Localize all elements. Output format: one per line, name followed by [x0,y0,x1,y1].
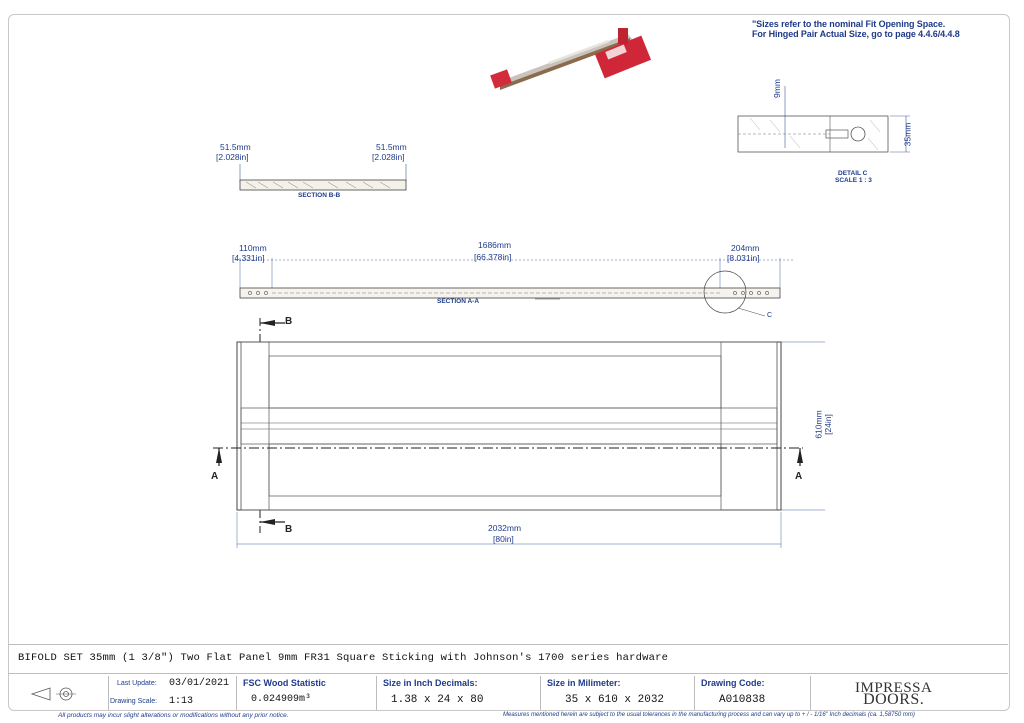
section-marker-b-top: B [285,316,293,327]
drawing-scale-label: Drawing Scale: [110,698,158,705]
section-bb-right-in: [2.028in] [372,152,405,162]
size-note-line1: "Sizes refer to the nominal Fit Opening Space. [752,19,946,29]
size-note [752,19,960,39]
elevation-width-mm: 2032mm [488,523,522,533]
title-block-code [694,676,811,710]
section-bb-right-mm: 51.5mm [376,142,407,152]
section-aa-left-in: [4.331in] [232,253,265,263]
title-block-inch [376,676,541,710]
logo-line2: DOORS. [863,691,925,708]
drawing-title-bar [8,644,1008,674]
section-marker-b-bottom: B [285,524,293,535]
elevation-width-in: [80in] [493,534,514,544]
logo-line1: IMPRESSA [855,680,933,696]
section-aa-drawing [230,258,800,320]
mm-size-value: 35 x 610 x 2032 [565,694,665,706]
drawing-code-label: Drawing Code: [701,678,765,688]
section-marker-a-right: A [795,471,803,482]
inch-size-label: Size in Inch Decimals: [383,678,478,688]
section-aa-mid-mm: 1686mm [478,240,512,250]
size-note-line2: For Hinged Pair Actual Size, go to page 4.4.6/4.4.8 [752,29,960,39]
footer-disclaimer-right: Measures mentioned herein are subject to the usual tolerances in the manufacturing process and can vary up to + / - 1/16" Inch decimals (ca. 1,58750 mm) [503,712,915,718]
section-aa-right-in: [8.031in] [727,253,760,263]
section-bb-left-in: [2.028in] [216,152,249,162]
fsc-label: FSC Wood Statistic [243,678,326,688]
section-aa-mid-in: [66.378in] [474,252,512,262]
title-block-mm [540,676,695,710]
last-update-value: 03/01/2021 [169,678,230,689]
mm-size-label: Size in Milimeter: [547,678,621,688]
impressa-logo [855,682,932,706]
elevation-height-mm: 610mm [813,410,824,439]
section-aa-left-mm: 110mm [239,243,267,253]
title-block-update [108,676,237,710]
section-bb-left-mm: 51.5mm [220,142,251,152]
section-marker-a-left: A [211,471,219,482]
footer-disclaimer-left: All products may incur slight alterations or modifications without any prior notice. [58,712,289,719]
elevation-height-in: [24in] [822,414,833,435]
title-block-fsc [236,676,377,710]
drawing-code-value: A010838 [719,694,766,706]
section-bb-label: SECTION B-B [298,192,341,199]
detail-c-dim-35: 35mm [902,122,913,147]
detail-callout-c: C [767,312,773,319]
product-photo [478,22,668,100]
detail-c-dim-9: 9mm [771,79,782,98]
fsc-value: 0.024909m³ [251,694,312,705]
detail-c-label: DETAIL C [838,170,868,177]
drawing-scale-value: 1:13 [169,696,194,707]
drawing-title: BIFOLD SET 35mm (1 3/8") Two Flat Panel 9mm FR31 Square Sticking with Johnson's 1700 series hardware [18,652,669,664]
door-elevation [205,318,825,550]
projection-symbol-icon [30,683,80,705]
section-aa-right-mm: 204mm [731,243,760,253]
inch-size-value: 1.38 x 24 x 80 [391,694,484,706]
last-update-label: Last Update: [117,680,157,687]
detail-c-scale: SCALE 1 : 3 [835,177,872,184]
section-aa-label: SECTION A-A [437,298,480,305]
section-bb-drawing [228,160,418,194]
detail-c-drawing [730,78,920,188]
